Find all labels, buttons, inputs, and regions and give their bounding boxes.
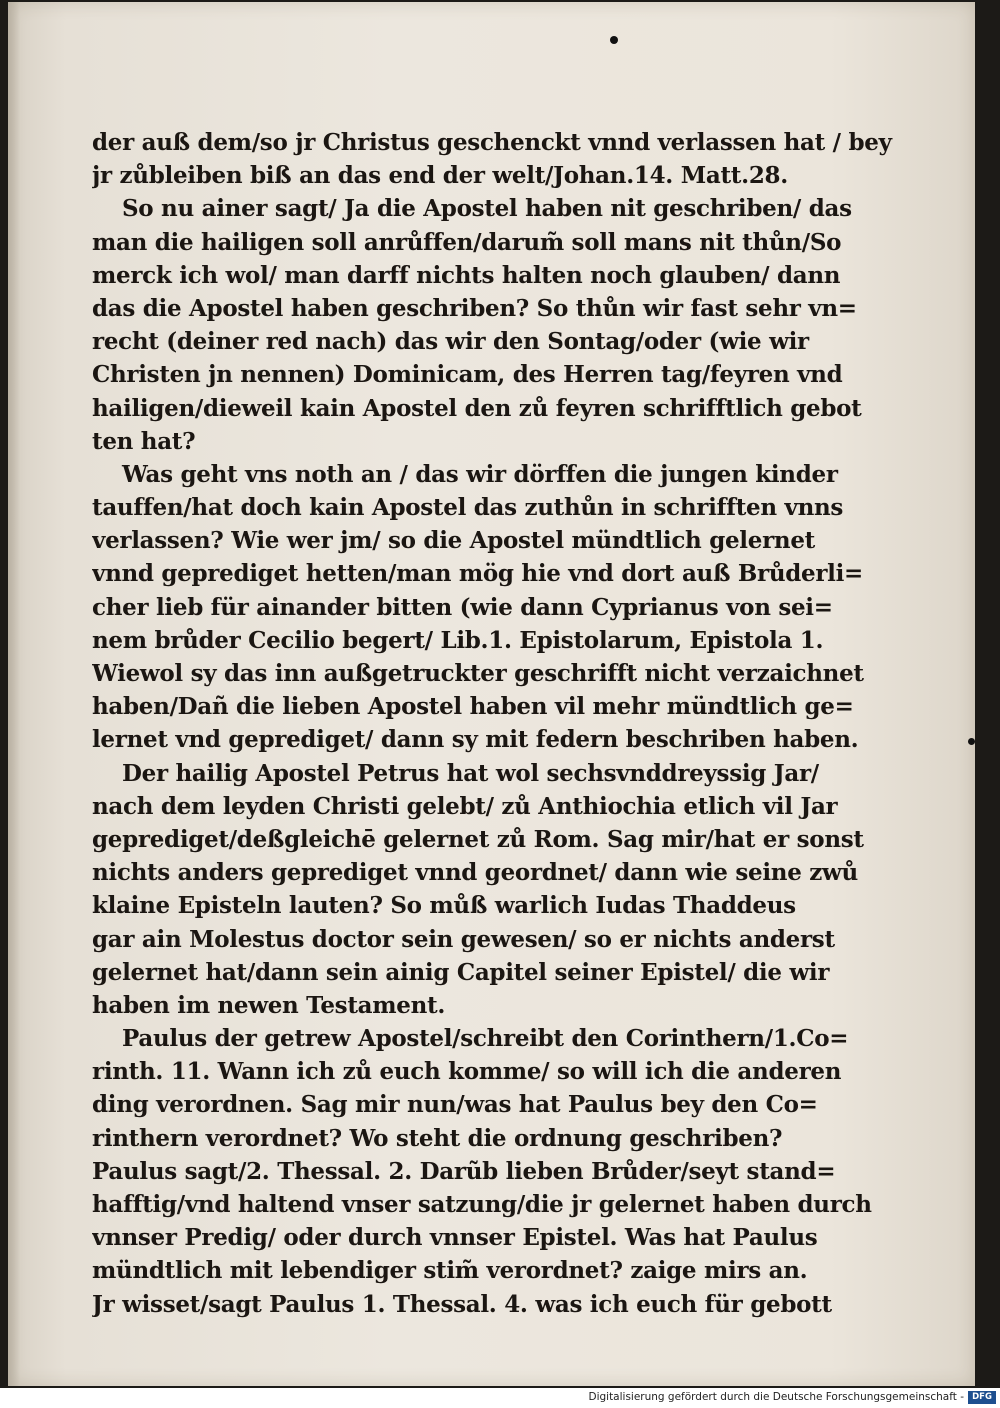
page-gutter-shadow: [8, 2, 20, 1386]
text-line: ding verordnen. Sag mir nun/was hat Paulus bey den Co=: [92, 1091, 818, 1119]
text-line: vnnser Predig/ oder durch vnnser Epistel. Was hat Paulus: [92, 1224, 818, 1252]
text-line: Wiewol sy das inn außgetruckter geschrifft nicht verzaichnet: [92, 660, 864, 687]
text-line: rinth. 11. Wann ich zů euch komme/ so will ich die anderen: [92, 1058, 842, 1086]
ink-dot-mark: [610, 36, 618, 44]
margin-ink-mark: [968, 738, 975, 745]
text-line: haben im newen Testament.: [92, 991, 446, 1019]
text-line: der auß dem/so jr Christus geschenckt vnnd verlassen hat / bey: [92, 129, 892, 156]
text-line: Jr wisset/sagt Paulus 1. Thessal. 4. was ich euch für gebott: [92, 1290, 832, 1318]
text-line: cher lieb für ainander bitten (wie dann Cyprianus von sei=: [92, 593, 833, 621]
text-line: lernet vnd geprediget/ dann sy mit federn beschriben haben.: [92, 726, 859, 754]
text-line: nem brůder Cecilio begert/ Lib.1. Epistolarum, Epistola 1.: [92, 626, 824, 654]
text-line: man die hailigen soll anrůffen/darum̃ soll mans nit thůn/So: [92, 228, 842, 256]
text-line: ten hat?: [92, 427, 196, 455]
text-line: tauffen/hat doch kain Apostel das zuthůn in schrifften vnns: [92, 494, 844, 522]
text-line: So nu ainer sagt/ Ja die Apostel haben nit geschriben/ das: [122, 195, 852, 223]
text-line: nach dem leyden Christi gelebt/ zů Anthiochia etlich vil Jar: [92, 792, 838, 820]
text-line: haben/Dañ die lieben Apostel haben vil mehr mündtlich ge=: [92, 693, 854, 721]
text-line: rinthern verordnet? Wo steht die ordnung geschriben?: [92, 1124, 783, 1152]
text-line: verlassen? Wie wer jm/ so die Apostel mündtlich gelernet: [92, 527, 815, 555]
footer-bar: [0, 1388, 1000, 1408]
text-line: Der hailig Apostel Petrus hat wol sechsvnddreyssig Jar/: [122, 759, 819, 787]
text-line: recht (deiner red nach) das wir den Sontag/oder (wie wir: [92, 328, 809, 356]
text-line: klaine Episteln lauten? So můß warlich Iudas Thaddeus: [92, 892, 796, 920]
text-line: jr zůbleiben biß an das end der welt/Johan.14. Matt.28.: [92, 162, 788, 190]
text-line: geprediget/deßgleichē gelernet zů Rom. Sag mir/hat er sonst: [92, 825, 864, 853]
text-line: Was geht vns noth an / das wir dörffen die jungen kinder: [122, 460, 838, 488]
text-line: hafftig/vnd haltend vnser satzung/die jr gelernet haben durch: [92, 1191, 872, 1218]
text-line: das die Apostel haben geschriben? So thůn wir fast sehr vn=: [92, 294, 857, 322]
funding-credit: Digitalisierung gefördert durch die Deutsche Forschungsgemeinschaft -: [588, 1391, 964, 1403]
page-text-block: [92, 126, 922, 1321]
text-line: vnnd geprediget hetten/man mög hie vnd dort auß Brůderli=: [92, 560, 864, 588]
text-line: Paulus der getrew Apostel/schreibt den Corinthern/1.Co=: [122, 1025, 849, 1053]
text-line: gar ain Molestus doctor sein gewesen/ so er nichts anderst: [92, 925, 835, 953]
text-line: Christen jn nennen) Dominicam, des Herren tag/feyren vnd: [92, 361, 843, 389]
dfg-logo: DFG: [968, 1391, 996, 1404]
text-line: merck ich wol/ man darff nichts halten noch glauben/ dann: [92, 261, 841, 289]
text-line: hailigen/dieweil kain Apostel den zů feyren schrifftlich gebot: [92, 394, 862, 422]
text-line: mündtlich mit lebendiger stim̃ verordnet? zaige mirs an.: [92, 1257, 808, 1285]
text-line: Paulus sagt/2. Thessal. 2. Darũb lieben Brůder/seyt stand=: [92, 1157, 836, 1185]
text-line: gelernet hat/dann sein ainig Capitel seiner Epistel/ die wir: [92, 958, 830, 986]
text-line: nichts anders geprediget vnnd geordnet/ dann wie seine zwů: [92, 859, 858, 887]
